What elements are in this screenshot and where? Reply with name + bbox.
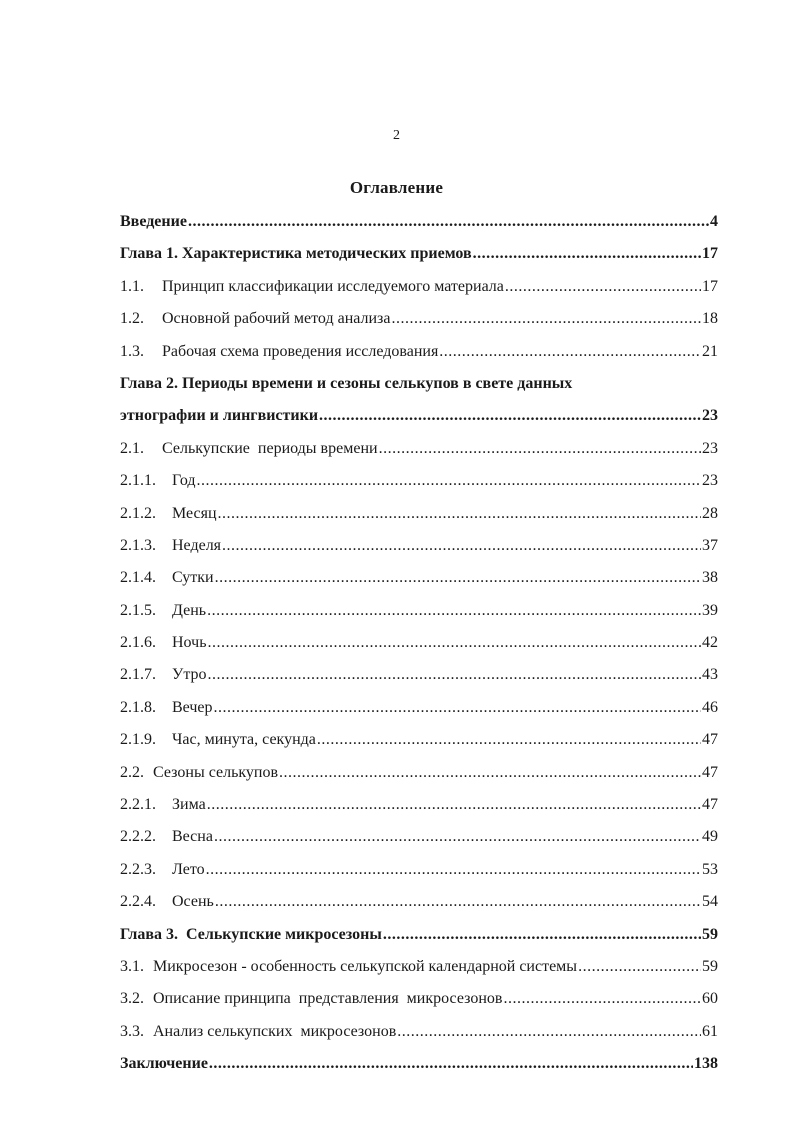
toc-entry <box>120 854 718 886</box>
toc-entry <box>120 336 718 368</box>
toc-dot-leader <box>279 757 701 789</box>
toc-page-reference: 47 <box>702 763 718 781</box>
toc-entry-number: 1.3. <box>120 342 144 360</box>
toc-page-reference: 59 <box>702 957 718 975</box>
toc-entry-title: Неделя <box>172 536 222 554</box>
table-of-contents <box>120 206 718 1081</box>
toc-entry-number: 2.1.5. <box>120 601 156 619</box>
toc-entry-title: Принцип классификации исследуемого материала <box>162 277 504 295</box>
toc-entry <box>120 724 718 756</box>
toc-entry-title: Глава 3. Селькупские микросезоны <box>120 925 382 943</box>
toc-page-reference: 42 <box>702 634 718 652</box>
toc-dot-leader <box>207 627 701 659</box>
toc-dot-leader <box>319 400 701 432</box>
toc-dot-leader <box>391 303 701 335</box>
toc-entry-title: Вечер <box>172 698 213 716</box>
toc-entry-title: Ночь <box>172 634 207 652</box>
toc-dot-leader <box>397 1016 701 1048</box>
toc-entry-number: 2.2.4. <box>120 893 156 911</box>
toc-page-reference: 53 <box>702 860 718 878</box>
toc-entry-number: 2.2.3. <box>120 860 156 878</box>
toc-entry-title: Осень <box>172 893 214 911</box>
toc-entry <box>120 206 718 238</box>
toc-page-reference: 39 <box>702 601 718 619</box>
toc-page-reference: 23 <box>702 472 718 490</box>
toc-entry-number: 3.1. <box>120 957 144 975</box>
toc-entry-number: 2.1. <box>120 439 144 457</box>
toc-dot-leader <box>473 238 701 270</box>
toc-entry-title: Введение <box>120 213 187 230</box>
toc-entry <box>120 1048 718 1080</box>
toc-entry-title: Описание принципа представления микросезонов <box>153 990 503 1008</box>
toc-entry <box>120 465 718 497</box>
toc-entry <box>120 627 718 659</box>
toc-entry-title: Микросезон - особенность селькупской календарной системы <box>153 957 578 975</box>
toc-page-reference: 23 <box>702 407 718 425</box>
toc-page-reference: 28 <box>702 504 718 522</box>
toc-entry-title: Год <box>172 472 196 490</box>
toc-page-reference: 18 <box>702 310 718 328</box>
toc-entry-title: Сутки <box>172 569 214 587</box>
toc-dot-leader <box>439 336 701 368</box>
toc-entry <box>120 433 718 465</box>
toc-title: Оглавление <box>349 178 444 197</box>
toc-page-reference: 46 <box>702 698 718 716</box>
toc-entry <box>120 238 718 270</box>
toc-dot-leader <box>197 465 701 497</box>
toc-page-reference: 37 <box>702 536 718 554</box>
page-number: 2 <box>393 128 400 143</box>
toc-dot-leader <box>207 789 701 821</box>
toc-dot-leader <box>215 562 701 594</box>
toc-entry <box>120 368 718 400</box>
toc-entry-number: 2.1.2. <box>120 504 156 522</box>
toc-entry-number: 2.1.1. <box>120 472 156 490</box>
toc-dot-leader <box>578 951 701 983</box>
toc-dot-leader <box>215 886 701 918</box>
toc-page-reference: 49 <box>702 828 718 846</box>
toc-dot-leader <box>218 498 701 530</box>
toc-page-reference: 4 <box>710 213 718 230</box>
toc-entry-title: День <box>172 601 207 619</box>
toc-page-reference: 54 <box>702 893 718 911</box>
toc-entry <box>120 400 718 432</box>
toc-page-reference: 43 <box>702 666 718 684</box>
toc-dot-leader <box>383 919 701 951</box>
toc-entry-title: Утро <box>172 666 207 684</box>
toc-entry-title: Глава 2. Периоды времени и сезоны селькупов в свете данных <box>120 374 573 392</box>
toc-page-reference: 17 <box>702 245 718 263</box>
toc-entry-title: Час, минута, секунда <box>172 731 316 749</box>
toc-entry <box>120 562 718 594</box>
toc-entry-title: Месяц <box>172 504 217 522</box>
toc-entry-title: Глава 1. Характеристика методических приемов <box>120 245 472 263</box>
toc-entry <box>120 983 718 1015</box>
toc-entry-number: 2.1.8. <box>120 698 156 716</box>
toc-dot-leader <box>209 1048 693 1080</box>
toc-dot-leader <box>222 530 701 562</box>
toc-entry <box>120 303 718 335</box>
toc-page-reference: 47 <box>702 796 718 814</box>
toc-page-reference: 21 <box>702 342 718 360</box>
toc-page-reference: 47 <box>702 731 718 749</box>
toc-entry-title: Селькупские периоды времени <box>162 439 378 457</box>
toc-entry <box>120 757 718 789</box>
toc-page-reference: 23 <box>702 439 718 457</box>
toc-entry-number: 1.2. <box>120 310 144 328</box>
toc-entry-title: Зима <box>172 796 206 814</box>
toc-dot-leader <box>379 433 701 465</box>
toc-dot-leader <box>206 854 701 886</box>
toc-entry <box>120 821 718 853</box>
toc-entry <box>120 919 718 951</box>
toc-entry-number: 1.1. <box>120 277 144 295</box>
toc-entry <box>120 789 718 821</box>
toc-entry-title: этнографии и лингвистики <box>120 407 319 425</box>
toc-dot-leader <box>214 692 701 724</box>
toc-entry <box>120 659 718 691</box>
toc-entry <box>120 886 718 918</box>
toc-entry <box>120 951 718 983</box>
toc-entry <box>120 692 718 724</box>
toc-dot-leader <box>188 206 709 238</box>
toc-page-reference: 60 <box>702 990 718 1008</box>
toc-entry-number: 2.2.1. <box>120 796 156 814</box>
toc-entry-number: 3.3. <box>120 1022 144 1040</box>
toc-entry-number: 2.2.2. <box>120 828 156 846</box>
toc-dot-leader <box>207 595 701 627</box>
toc-dot-leader <box>505 271 701 303</box>
toc-entry-title: Анализ селькупских микросезонов <box>153 1022 397 1040</box>
toc-entry-number: 2.1.6. <box>120 634 156 652</box>
toc-page-reference: 138 <box>694 1055 718 1073</box>
toc-page-reference: 59 <box>702 925 718 943</box>
toc-entry-title: Заключение <box>120 1055 208 1073</box>
toc-entry <box>120 1016 718 1048</box>
toc-entry-title: Основной рабочий метод анализа <box>162 310 391 328</box>
toc-entry <box>120 595 718 627</box>
toc-entry <box>120 530 718 562</box>
toc-entry-number: 2.2. <box>120 763 144 781</box>
toc-entry-number: 2.1.4. <box>120 569 156 587</box>
toc-page-reference: 61 <box>702 1022 718 1040</box>
toc-entry-number: 2.1.3. <box>120 536 156 554</box>
toc-entry-title: Рабочая схема проведения исследования <box>162 342 439 360</box>
toc-dot-leader <box>208 659 701 691</box>
toc-entry-title: Сезоны селькупов <box>153 763 279 781</box>
toc-page-reference: 17 <box>702 277 718 295</box>
toc-dot-leader <box>317 724 701 756</box>
toc-entry-number: 2.1.9. <box>120 731 156 749</box>
toc-entry-title: Весна <box>172 828 213 846</box>
toc-entry-number: 3.2. <box>120 990 144 1008</box>
toc-entry <box>120 271 718 303</box>
toc-entry <box>120 498 718 530</box>
toc-entry-title: Лето <box>172 860 205 878</box>
toc-dot-leader <box>503 983 701 1015</box>
toc-page-reference: 38 <box>702 569 718 587</box>
toc-entry-number: 2.1.7. <box>120 666 156 684</box>
toc-dot-leader <box>214 821 701 853</box>
